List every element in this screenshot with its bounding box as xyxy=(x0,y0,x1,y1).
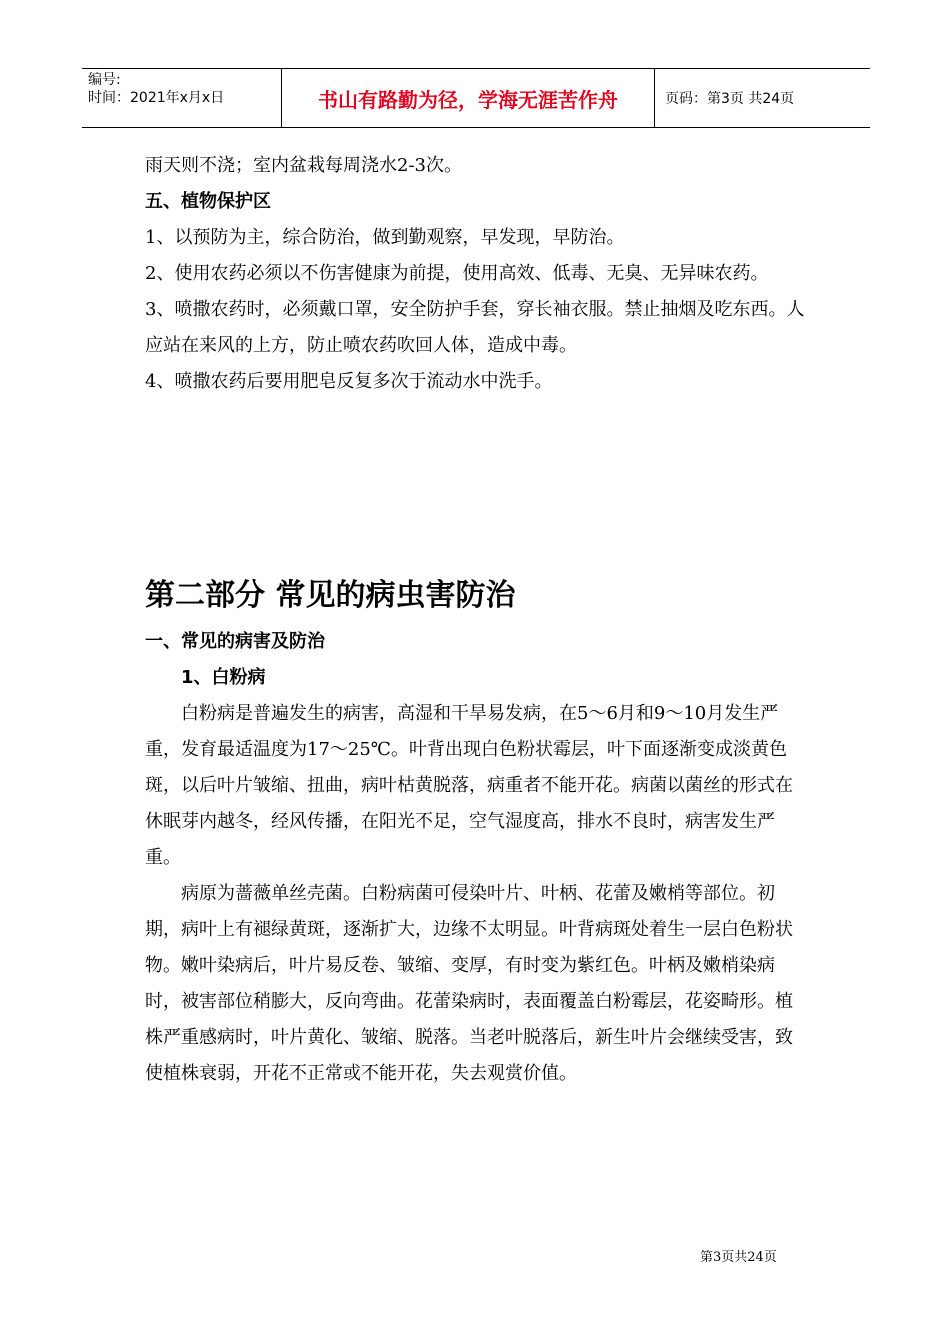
header-page-info: 页码：第3页 共24页 xyxy=(665,91,795,107)
list-item: 1、以预防为主，综合防治，做到勤观察，早发现，早防治。 xyxy=(145,227,625,248)
paragraph-watering: 雨天则不浇；室内盆栽每周浇水2-3次。 xyxy=(145,155,462,176)
subsection-heading-powdery-mildew: 1、白粉病 xyxy=(181,667,266,688)
section-heading-plant-protection: 五、植物保护区 xyxy=(145,191,271,212)
code-label: 编号: xyxy=(88,72,121,88)
part-title: 第二部分 常见的病虫害防治 xyxy=(145,578,516,613)
document-body xyxy=(145,148,810,1092)
page-footer: 第3页共24页 xyxy=(700,1250,777,1265)
time-label: 时间：2021年x月x日 xyxy=(88,90,225,106)
list-item: 4、喷撒农药后要用肥皂反复多次于流动水中洗手。 xyxy=(145,371,553,392)
list-item: 2、使用农药必须以不伤害健康为前提，使用高效、低毒、无臭、无异味农药。 xyxy=(145,263,769,284)
section-heading-diseases: 一、常见的病害及防治 xyxy=(145,631,325,652)
paragraph-powdery-mildew-overview: 白粉病是普遍发生的病害，高湿和干旱易发病，在5～6月和9～10月发生严重，发育最适温度为17～25℃。叶背出现白色粉状霉层，叶下面逐渐变成淡黄色斑，以后叶片皱缩、扭曲，病叶枯黄脱落，病重者不能开花。病菌以菌丝的形式在休眠芽内越冬，经风传播，在阳光不足，空气湿度高，排水不良时，病害发生严重。 xyxy=(145,703,793,868)
header-motto: 书山有路勤为径，学海无涯苦作舟 xyxy=(282,69,655,127)
list-item: 3、喷撒农药时，必须戴口罩，安全防护手套，穿长袖衣服。禁止抽烟及吃东西。人应站在来风的上方，防止喷农药吹回人体，造成中毒。 xyxy=(145,299,805,356)
page-header xyxy=(82,68,870,128)
header-meta xyxy=(82,69,282,127)
section-spacer xyxy=(145,400,810,574)
paragraph-powdery-mildew-pathogen: 病原为蔷薇单丝壳菌。白粉病菌可侵染叶片、叶柄、花蕾及嫩梢等部位。初期，病叶上有褪绿黄斑，逐渐扩大，边缘不太明显。叶背病斑处着生一层白色粉状物。嫩叶染病后，叶片易反卷、皱缩、变厚，有时变为紫红色。叶柄及嫩梢染病时，被害部位稍膨大，反向弯曲。花蕾染病时，表面覆盖白粉霉层，花姿畸形。植株严重感病时，叶片黄化、皱缩、脱落。当老叶脱落后，新生叶片会继续受害，致使植株衰弱，开花不正常或不能开花，失去观赏价值。 xyxy=(145,883,793,1084)
